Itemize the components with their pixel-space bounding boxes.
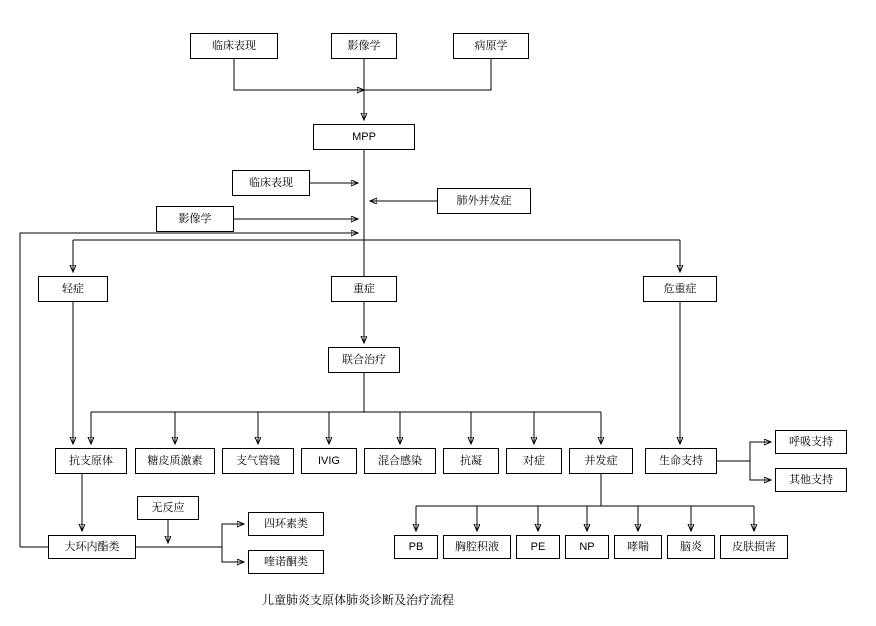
node-clinical-top[interactable] [190,33,278,59]
node-label: 无反应 [151,501,185,514]
node-label: PE [530,540,546,553]
node-label: 脑炎 [680,540,702,553]
node-anti-mycoplasma[interactable] [55,448,127,474]
edge-life-to-respiratory [717,442,771,461]
node-label: 支气管镜 [236,454,280,467]
node-label: 皮肤损害 [732,540,776,553]
node-np[interactable] [565,535,609,559]
node-anticoagulation[interactable] [443,448,499,474]
node-label: 喹诺酮类 [264,555,308,568]
edge-branch-to-tetracyclines [222,524,244,547]
node-imaging-second[interactable] [156,206,234,232]
node-respiratory-support[interactable] [775,430,847,454]
node-skin-damage[interactable] [720,535,788,559]
node-symptomatic[interactable] [506,448,562,474]
node-label: MPP [352,130,376,143]
node-label: IVIG [317,454,340,467]
node-clinical-second[interactable] [232,170,310,196]
node-encephalitis[interactable] [667,535,715,559]
node-label: 联合治疗 [342,353,386,366]
node-imaging-top[interactable] [331,33,397,59]
node-pb[interactable] [394,535,438,559]
node-label: 并发症 [584,454,618,467]
node-asthma[interactable] [614,535,662,559]
node-label: 哮喘 [627,540,649,553]
node-label: 生命支持 [659,454,703,467]
node-etiology-top[interactable] [453,33,529,59]
node-label: 危重症 [663,282,697,295]
diagram-caption: 儿童肺炎支原体肺炎诊断及治疗流程 [262,593,455,607]
node-critical[interactable] [643,276,717,302]
node-label: 糖皮质激素 [147,454,203,467]
edge-life-to-other [750,461,771,480]
node-mixed-infection[interactable] [364,448,436,474]
node-label: NP [579,540,595,553]
node-life-support[interactable] [645,448,717,474]
edge-etiology-to-mpp [364,59,491,90]
node-tetracyclines[interactable] [248,512,324,536]
node-complications[interactable] [569,448,633,474]
edge-branch-to-quinolones [222,547,244,562]
node-label: 重症 [353,282,375,295]
node-label: 病原学 [474,39,508,52]
node-extrapulmonary-complication[interactable] [437,188,531,214]
node-label: 轻症 [62,282,84,295]
node-label: 影像学 [178,212,212,225]
node-pe[interactable] [516,535,560,559]
node-label: 混合感染 [378,454,422,467]
node-label: 对症 [523,454,545,467]
node-label: 胸腔积液 [455,540,499,553]
node-label: 呼吸支持 [789,435,833,448]
node-mpp[interactable] [313,124,415,150]
node-label: 四环素类 [264,517,308,530]
node-other-support[interactable] [775,468,847,492]
node-label: PB [408,540,424,553]
node-severe[interactable] [331,276,397,302]
edge-clinical-to-mpp [234,59,364,90]
node-label: 大环内酯类 [64,540,120,553]
node-mild[interactable] [38,276,108,302]
node-ivig[interactable] [301,448,357,474]
node-pleural-effusion[interactable] [443,535,511,559]
node-label: 影像学 [347,39,381,52]
node-label: 其他支持 [789,473,833,486]
node-macrolides[interactable] [48,535,136,559]
node-combined-therapy[interactable] [328,347,400,373]
node-label: 临床表现 [212,39,256,52]
node-label: 抗凝 [460,454,482,467]
node-corticosteroid[interactable] [135,448,215,474]
node-no-response[interactable] [137,496,199,520]
node-label: 抗支原体 [69,454,113,467]
node-label: 临床表现 [249,176,293,189]
node-label: 肺外并发症 [456,194,512,207]
node-bronchoscopy[interactable] [222,448,294,474]
node-quinolones[interactable] [248,550,324,574]
